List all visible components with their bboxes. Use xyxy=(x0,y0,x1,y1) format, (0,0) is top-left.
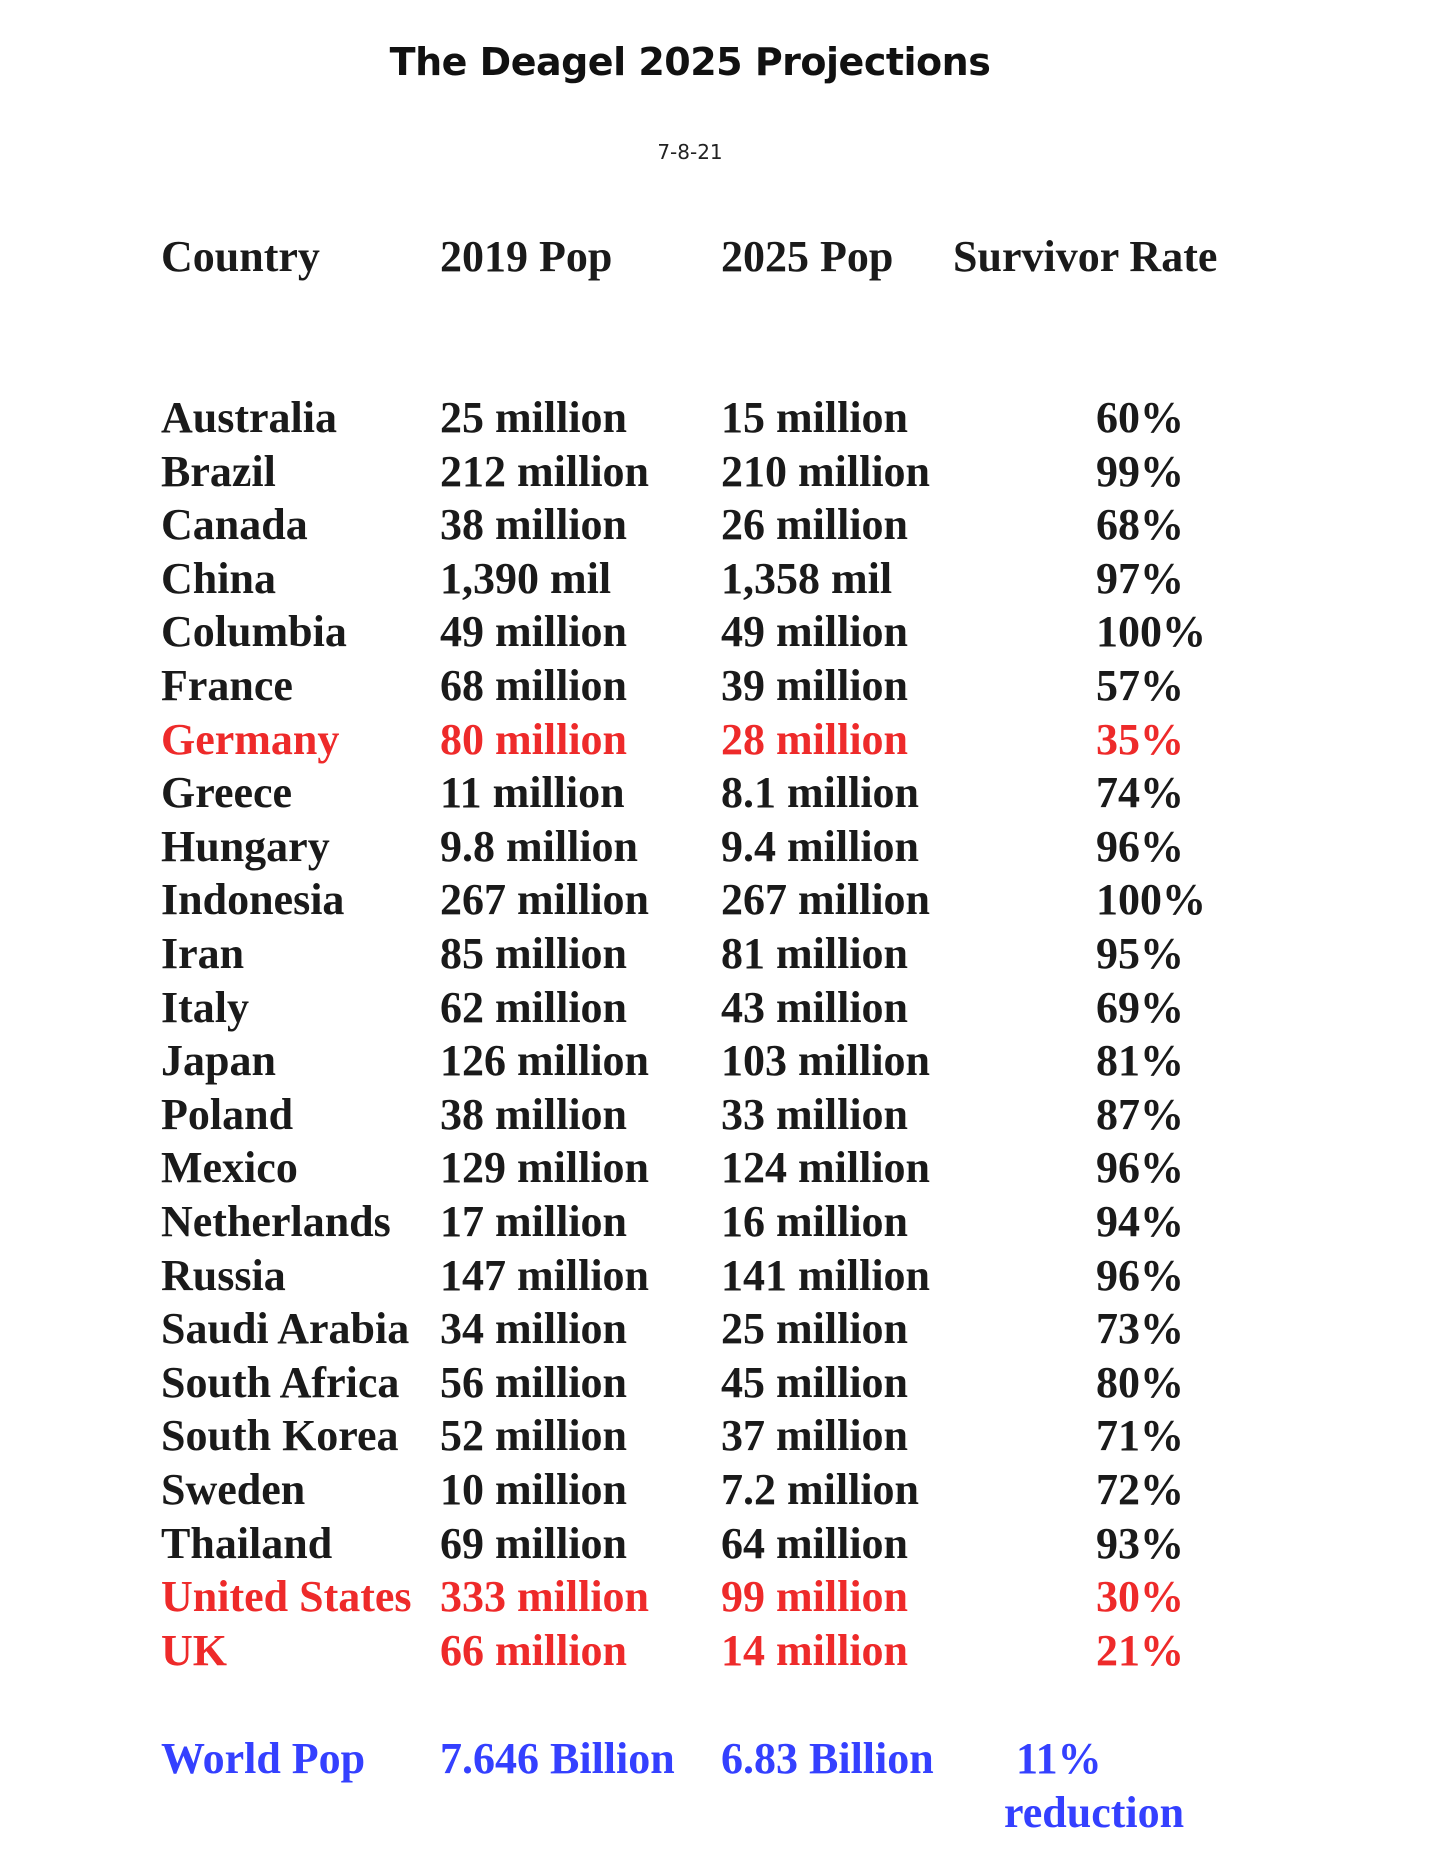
cell-pop-2025: 16 million xyxy=(721,1197,909,1246)
cell-pop-2019: 38 million xyxy=(440,1090,628,1139)
cell-pop-2025: 7.2 million xyxy=(721,1465,920,1514)
table-row xyxy=(0,498,1456,552)
cell-pop-2019: 126 million xyxy=(440,1036,650,1085)
header-survivor-rate: Survivor Rate xyxy=(953,232,1218,281)
world-reduction-note: reduction xyxy=(1004,1788,1185,1837)
table-row xyxy=(0,1034,1456,1088)
table-row xyxy=(0,1409,1456,1463)
cell-survivor-rate: 96% xyxy=(1096,822,1184,871)
cell-country: Italy xyxy=(161,983,249,1032)
cell-survivor-rate: 30% xyxy=(1096,1572,1184,1621)
cell-country: Columbia xyxy=(161,607,347,656)
header-2025-pop: 2025 Pop xyxy=(721,232,894,281)
table-row xyxy=(0,445,1456,499)
cell-country: China xyxy=(161,554,276,603)
cell-survivor-rate: 99% xyxy=(1096,447,1184,496)
cell-survivor-rate: 87% xyxy=(1096,1090,1184,1139)
cell-pop-2025: 8.1 million xyxy=(721,768,920,817)
table-header-row xyxy=(0,230,1456,284)
cell-survivor-rate: 96% xyxy=(1096,1143,1184,1192)
cell-survivor-rate: 68% xyxy=(1096,500,1184,549)
cell-country: Hungary xyxy=(161,822,330,871)
cell-pop-2025: 267 million xyxy=(721,875,931,924)
cell-pop-2019: 85 million xyxy=(440,929,628,978)
cell-pop-2019: 80 million xyxy=(440,715,628,764)
cell-pop-2025: 9.4 million xyxy=(721,822,920,871)
cell-country: Thailand xyxy=(161,1519,333,1568)
cell-country: Brazil xyxy=(161,447,276,496)
cell-country: South Africa xyxy=(161,1358,400,1407)
cell-country: Poland xyxy=(161,1090,294,1139)
cell-pop-2025: 210 million xyxy=(721,447,931,496)
cell-survivor-rate: 57% xyxy=(1096,661,1184,710)
world-rate: 11% xyxy=(1016,1734,1102,1783)
cell-pop-2019: 212 million xyxy=(440,447,650,496)
cell-survivor-rate: 97% xyxy=(1096,554,1184,603)
cell-survivor-rate: 94% xyxy=(1096,1197,1184,1246)
cell-pop-2019: 52 million xyxy=(440,1411,628,1460)
cell-country: Greece xyxy=(161,768,293,817)
cell-pop-2019: 49 million xyxy=(440,607,628,656)
cell-pop-2019: 333 million xyxy=(440,1572,650,1621)
cell-pop-2025: 14 million xyxy=(721,1626,909,1675)
cell-survivor-rate: 100% xyxy=(1096,875,1206,924)
table-row xyxy=(0,391,1456,445)
cell-country: South Korea xyxy=(161,1411,399,1460)
cell-pop-2019: 66 million xyxy=(440,1626,628,1675)
header-country: Country xyxy=(161,232,320,281)
table-row xyxy=(0,873,1456,927)
cell-survivor-rate: 100% xyxy=(1096,607,1206,656)
cell-pop-2019: 267 million xyxy=(440,875,650,924)
cell-pop-2025: 141 million xyxy=(721,1251,931,1300)
cell-pop-2025: 45 million xyxy=(721,1358,909,1407)
cell-survivor-rate: 73% xyxy=(1096,1304,1184,1353)
table-row xyxy=(0,1570,1456,1624)
cell-pop-2019: 25 million xyxy=(440,393,628,442)
cell-country: Sweden xyxy=(161,1465,306,1514)
cell-pop-2025: 49 million xyxy=(721,607,909,656)
cell-pop-2019: 9.8 million xyxy=(440,822,639,871)
cell-survivor-rate: 35% xyxy=(1096,715,1184,764)
table-row xyxy=(0,981,1456,1035)
world-pop-2025: 6.83 Billion xyxy=(721,1734,934,1783)
table-row xyxy=(0,1463,1456,1517)
table-row xyxy=(0,1302,1456,1356)
cell-pop-2025: 1,358 mil xyxy=(721,554,893,603)
cell-pop-2019: 10 million xyxy=(440,1465,628,1514)
cell-pop-2019: 34 million xyxy=(440,1304,628,1353)
table-row xyxy=(0,1517,1456,1571)
cell-pop-2025: 37 million xyxy=(721,1411,909,1460)
table-row xyxy=(0,1624,1456,1678)
cell-pop-2025: 15 million xyxy=(721,393,909,442)
cell-survivor-rate: 96% xyxy=(1096,1251,1184,1300)
cell-pop-2025: 64 million xyxy=(721,1519,909,1568)
cell-pop-2019: 11 million xyxy=(440,768,625,817)
table-row xyxy=(0,659,1456,713)
document-title: The Deagel 2025 Projections xyxy=(389,40,991,84)
cell-country: Saudi Arabia xyxy=(161,1304,410,1353)
cell-pop-2025: 99 million xyxy=(721,1572,909,1621)
table-row xyxy=(0,927,1456,981)
cell-country: Germany xyxy=(161,715,340,764)
table-row xyxy=(0,713,1456,767)
cell-pop-2025: 81 million xyxy=(721,929,909,978)
cell-country: Australia xyxy=(161,393,337,442)
cell-pop-2025: 26 million xyxy=(721,500,909,549)
cell-country: Indonesia xyxy=(161,875,345,924)
cell-pop-2019: 1,390 mil xyxy=(440,554,612,603)
table-row xyxy=(0,552,1456,606)
cell-pop-2025: 103 million xyxy=(721,1036,931,1085)
cell-pop-2019: 129 million xyxy=(440,1143,650,1192)
cell-country: Netherlands xyxy=(161,1197,391,1246)
table-row xyxy=(0,1356,1456,1410)
table-row xyxy=(0,1141,1456,1195)
cell-pop-2019: 69 million xyxy=(440,1519,628,1568)
cell-country: United States xyxy=(161,1572,412,1621)
cell-pop-2019: 38 million xyxy=(440,500,628,549)
cell-country: Canada xyxy=(161,500,308,549)
table-row xyxy=(0,605,1456,659)
table-row xyxy=(0,1088,1456,1142)
cell-survivor-rate: 74% xyxy=(1096,768,1184,817)
cell-country: Japan xyxy=(161,1036,276,1085)
cell-survivor-rate: 71% xyxy=(1096,1411,1184,1460)
document-date: 7-8-21 xyxy=(657,140,723,164)
cell-country: Mexico xyxy=(161,1143,298,1192)
cell-pop-2025: 124 million xyxy=(721,1143,931,1192)
world-pop-2019: 7.646 Billion xyxy=(440,1734,675,1783)
cell-country: Iran xyxy=(161,929,245,978)
cell-pop-2025: 39 million xyxy=(721,661,909,710)
table-row xyxy=(0,766,1456,820)
world-pop-row xyxy=(0,1732,1456,1786)
cell-pop-2025: 43 million xyxy=(721,983,909,1032)
header-2019-pop: 2019 Pop xyxy=(440,232,613,281)
cell-pop-2025: 25 million xyxy=(721,1304,909,1353)
table-row xyxy=(0,1249,1456,1303)
cell-pop-2019: 62 million xyxy=(440,983,628,1032)
cell-pop-2019: 17 million xyxy=(440,1197,628,1246)
cell-pop-2025: 33 million xyxy=(721,1090,909,1139)
cell-country: Russia xyxy=(161,1251,286,1300)
cell-survivor-rate: 95% xyxy=(1096,929,1184,978)
cell-survivor-rate: 80% xyxy=(1096,1358,1184,1407)
cell-survivor-rate: 72% xyxy=(1096,1465,1184,1514)
cell-pop-2025: 28 million xyxy=(721,715,909,764)
world-label: World Pop xyxy=(161,1734,366,1783)
cell-pop-2019: 56 million xyxy=(440,1358,628,1407)
cell-survivor-rate: 21% xyxy=(1096,1626,1184,1675)
cell-survivor-rate: 81% xyxy=(1096,1036,1184,1085)
cell-survivor-rate: 69% xyxy=(1096,983,1184,1032)
cell-pop-2019: 68 million xyxy=(440,661,628,710)
cell-survivor-rate: 93% xyxy=(1096,1519,1184,1568)
cell-pop-2019: 147 million xyxy=(440,1251,650,1300)
cell-country: UK xyxy=(161,1626,227,1675)
table-row xyxy=(0,1195,1456,1249)
cell-country: France xyxy=(161,661,293,710)
table-row xyxy=(0,820,1456,874)
cell-survivor-rate: 60% xyxy=(1096,393,1184,442)
